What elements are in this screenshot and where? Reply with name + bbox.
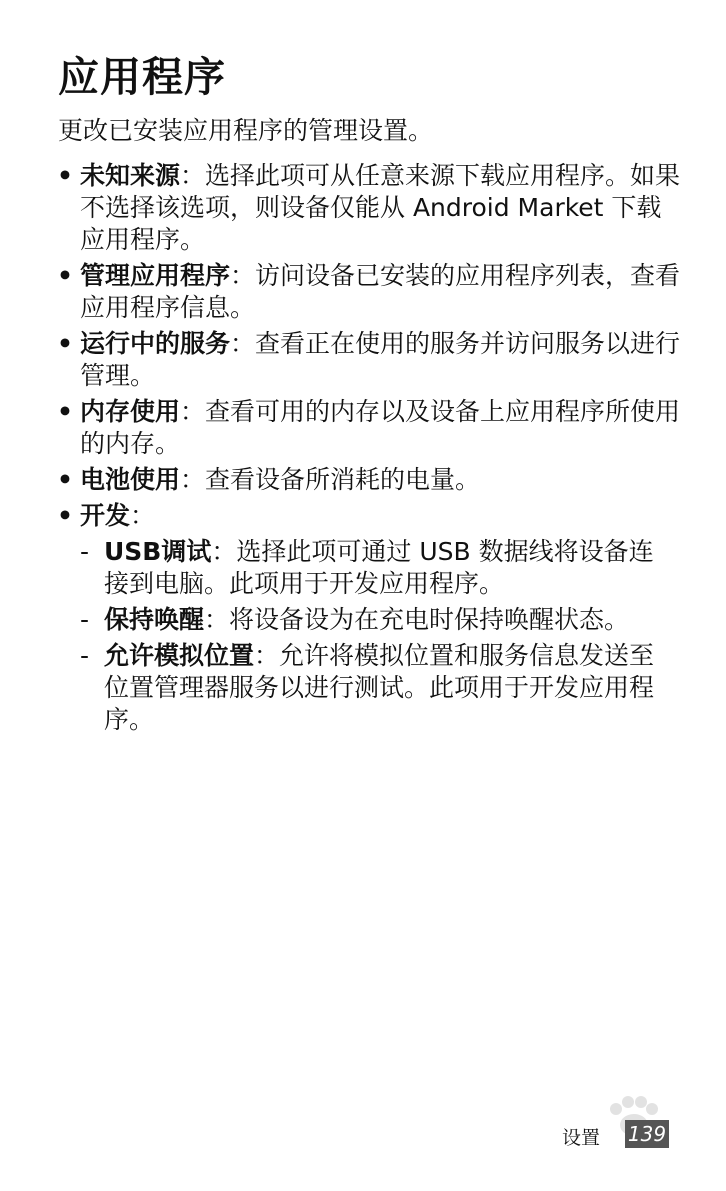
list-item-development bbox=[0, 500, 726, 736]
item-description: 查看设备所消耗的电量。 bbox=[205, 465, 481, 494]
footer-section-label: 设置 bbox=[562, 1127, 601, 1149]
item-description: 查看正在使用的服务并访问服务以进行管理。 bbox=[80, 329, 681, 390]
item-separator: ： bbox=[230, 261, 256, 290]
bullet-icon: • bbox=[57, 261, 73, 290]
sublist-item-usb-debugging bbox=[80, 536, 678, 600]
dash-icon: - bbox=[80, 605, 90, 634]
subitem-term: USB调试 bbox=[104, 537, 212, 566]
subitem-term: 允许模拟位置 bbox=[104, 641, 255, 670]
item-separator: ： bbox=[180, 161, 206, 190]
subitem-separator: ： bbox=[211, 537, 237, 566]
bullet-icon: • bbox=[57, 329, 73, 358]
settings-list bbox=[0, 160, 726, 740]
dash-icon: - bbox=[80, 537, 90, 566]
subitem-description: 将设备设为在充电时保持唤醒状态。 bbox=[229, 605, 630, 634]
subitem-separator: ： bbox=[204, 605, 230, 634]
baidu-watermark-logo bbox=[520, 1085, 710, 1165]
subitem-term: 保持唤醒 bbox=[104, 605, 205, 634]
item-term: 运行中的服务 bbox=[80, 329, 231, 358]
list-item-manage-apps bbox=[0, 260, 726, 324]
list-item-unknown-sources bbox=[0, 160, 726, 256]
item-description: 查看可用的内存以及设备上应用程序所使用的内存。 bbox=[80, 397, 681, 458]
dash-icon: - bbox=[80, 641, 90, 670]
page-title: 应用程序 bbox=[58, 53, 226, 101]
bullet-icon: • bbox=[57, 161, 73, 190]
item-term: 内存使用 bbox=[80, 397, 181, 426]
bullet-icon: • bbox=[57, 465, 73, 494]
bullet-icon: • bbox=[57, 501, 73, 530]
item-separator: ： bbox=[130, 501, 156, 530]
item-term: 管理应用程序 bbox=[80, 261, 231, 290]
development-sublist bbox=[80, 536, 686, 736]
item-term: 开发 bbox=[80, 501, 131, 530]
sublist-item-mock-locations bbox=[80, 640, 678, 736]
subitem-description: 选择此项可通过 USB 数据线将设备连接到电脑。此项用于开发应用程序。 bbox=[104, 537, 654, 598]
intro-text: 更改已安装应用程序的管理设置。 bbox=[58, 116, 434, 145]
item-separator: ： bbox=[180, 465, 206, 494]
bullet-icon: • bbox=[57, 397, 73, 426]
item-separator: ： bbox=[180, 397, 206, 426]
list-item-battery-usage bbox=[0, 464, 726, 496]
list-item-memory-usage bbox=[0, 396, 726, 460]
subitem-separator: ： bbox=[254, 641, 280, 670]
subitem-description: 允许将模拟位置和服务信息发送至位置管理器服务以进行测试。此项用于开发应用程序。 bbox=[104, 641, 655, 734]
item-term: 未知来源 bbox=[80, 161, 181, 190]
list-item-running-services bbox=[0, 328, 726, 392]
item-term: 电池使用 bbox=[80, 465, 181, 494]
item-description: 访问设备已安装的应用程序列表，查看应用程序信息。 bbox=[80, 261, 681, 322]
page-number: 139 bbox=[625, 1120, 669, 1148]
sublist-item-stay-awake bbox=[80, 604, 678, 636]
item-description: 选择此项可从任意来源下载应用程序。如果不选择该选项，则设备仅能从 Android Market 下载应用程序。 bbox=[80, 161, 681, 254]
item-separator: ： bbox=[230, 329, 256, 358]
